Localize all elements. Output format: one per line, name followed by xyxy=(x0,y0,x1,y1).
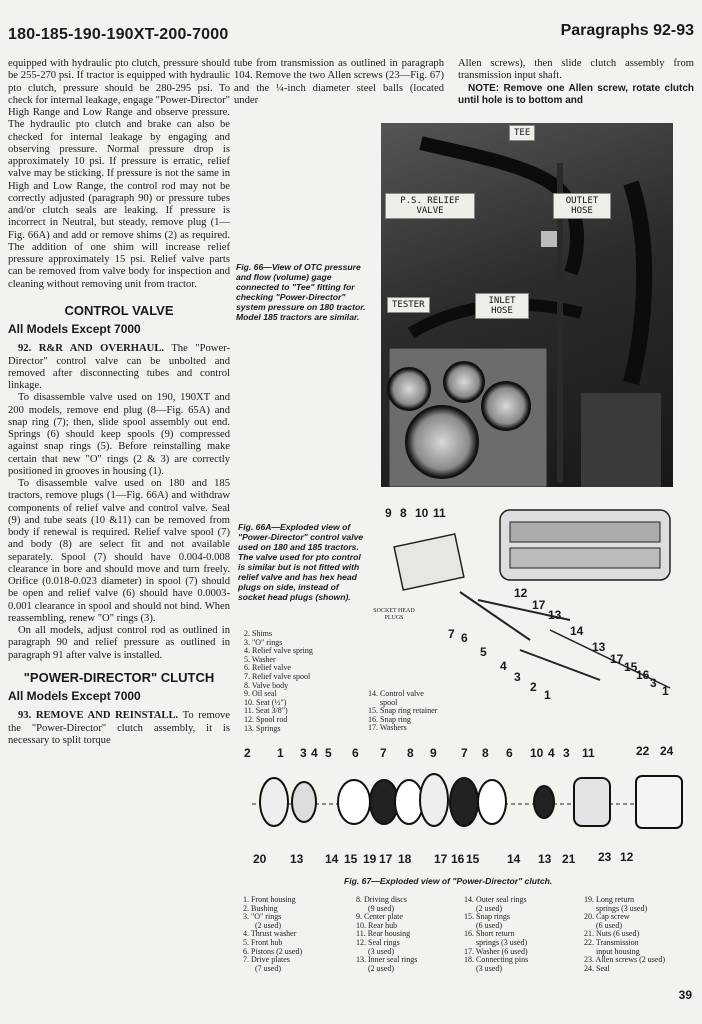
fig67-callout: 10 xyxy=(530,746,544,760)
legend-item: 17. Washers xyxy=(368,723,407,733)
fig67-parts-col4 xyxy=(584,896,696,973)
legend-item: 16. Snap ring xyxy=(368,714,411,724)
parts-item: 17. Washer (6 used) xyxy=(464,946,528,956)
fig66a-callout: 16 xyxy=(636,668,650,682)
paragraph-93-continued-2: Allen screws), then slide clutch assembly from transmission input shaft. xyxy=(458,58,694,82)
fig66a-callout: 2 xyxy=(530,680,537,694)
paragraph-93-continued: tube from transmission as outlined in paragraph 104. Remove the two Allen screws (23—Fig. 67) and the ¼-inch diameter steel balls (located under xyxy=(234,58,444,106)
fig66a-legend-left xyxy=(244,630,354,733)
fig66a-callout: 8 xyxy=(400,506,407,520)
paragraph-93-lead: 93. REMOVE AND REINSTALL. xyxy=(18,710,179,722)
section-heading-control-valve: CONTROL VALVE xyxy=(64,302,174,318)
legend-item: 5. Washer xyxy=(244,654,276,664)
fig67-callout: 1 xyxy=(277,746,284,760)
label-inlet-hose: INLET HOSE xyxy=(475,293,529,319)
fig67-callout: 16 xyxy=(451,852,465,866)
fig67-callout: 14 xyxy=(507,852,521,866)
fig67-callout: 4 xyxy=(548,746,555,760)
parts-item: 11. Rear housing xyxy=(356,929,411,939)
parts-item: 23. Allen screws (2 used) xyxy=(584,955,666,965)
parts-item: 19. Long return xyxy=(584,895,634,904)
parts-item: 9. Center plate xyxy=(356,912,403,922)
subheading-all-models-2: All Models Except 7000 xyxy=(8,689,141,703)
parts-item: (2 used) xyxy=(255,920,281,930)
fig67-callout: 9 xyxy=(430,746,437,760)
parts-item: 5. Front hub xyxy=(243,937,283,947)
parts-item: 7. Drive plates xyxy=(243,955,290,965)
fig67-parts-col2 xyxy=(356,896,456,973)
gauge-small-2 xyxy=(443,361,485,403)
parts-item: 10. Rear hub xyxy=(356,920,398,930)
fig67-callout: 22 xyxy=(636,744,650,758)
parts-item: springs (3 used) xyxy=(596,903,648,913)
parts-item: 2. Bushing xyxy=(243,903,278,913)
legend-item: 12. Spool rod xyxy=(244,714,288,724)
fig67-callout: 21 xyxy=(562,852,576,866)
fig66a-callout: 6 xyxy=(461,631,468,645)
subheading-all-models: All Models Except 7000 xyxy=(8,322,141,336)
socket-head-plugs-label: SOCKET HEAD PLUGS xyxy=(373,608,415,621)
label-tee: TEE xyxy=(509,125,535,141)
parts-item: 12. Seal rings xyxy=(356,937,400,947)
section-heading-clutch: "POWER-DIRECTOR" CLUTCH xyxy=(23,669,215,685)
fig67-callout: 18 xyxy=(398,852,412,866)
parts-item: 8. Driving discs xyxy=(356,895,407,904)
paragraph-92-text: The "Power-Director" control valve can be unbolted and removed after disconnecting tubes and control linkage. xyxy=(8,343,230,391)
fig67-callout: 20 xyxy=(253,852,267,866)
fig66a-callout: 5 xyxy=(480,645,487,659)
parts-item: (3 used) xyxy=(476,963,502,973)
fig66a-callout: 15 xyxy=(624,660,638,674)
parts-item: (2 used) xyxy=(368,963,394,973)
fig66a-callout: 13 xyxy=(592,640,606,654)
fig66a-callout: 10 xyxy=(415,506,429,520)
fig67-callout: 17 xyxy=(434,852,448,866)
legend-item: 8. Valve body xyxy=(244,680,289,690)
fig67-callout: 13 xyxy=(290,852,304,866)
legend-item: 3. "O" rings xyxy=(244,637,283,647)
parts-item: 15. Snap rings xyxy=(464,912,510,922)
parts-item: (3 used) xyxy=(368,946,394,956)
parts-item: 21. Nuts (6 used) xyxy=(584,929,640,939)
parts-item: 22. Transmission xyxy=(584,937,639,947)
fig67-callout: 5 xyxy=(325,746,332,760)
legend-item: spool xyxy=(380,697,398,707)
paragraph-92 xyxy=(8,343,230,392)
gauge-small-1 xyxy=(387,367,431,411)
parts-item: 4. Thrust washer xyxy=(243,929,297,939)
parts-item: (7 used) xyxy=(255,963,281,973)
fig66a-legend-right xyxy=(368,690,478,733)
fig67-callout: 23 xyxy=(598,850,612,864)
fig67-caption: Fig. 67—Exploded view of "Power-Director" clutch. xyxy=(344,876,553,886)
fig67-callout: 6 xyxy=(352,746,359,760)
fig67-callout: 7 xyxy=(461,746,468,760)
gauge-small-3 xyxy=(481,381,531,431)
fig67-callout: 15 xyxy=(344,852,358,866)
legend-item: 13. Springs xyxy=(244,723,281,733)
fig67-parts-col1 xyxy=(243,896,343,973)
fig67-callout: 6 xyxy=(506,746,513,760)
fig66a-callout: 9 xyxy=(385,506,392,520)
legend-item: 14. Control valve xyxy=(368,689,424,698)
fig66a-callout: 12 xyxy=(514,586,528,600)
label-ps-relief-valve: P.S. RELIEF VALVE xyxy=(385,193,475,219)
label-outlet-hose: OUTLET HOSE xyxy=(553,193,611,219)
label-tester: TESTER xyxy=(387,297,430,313)
parts-item: input housing xyxy=(596,946,640,956)
legend-item: 2. Shims xyxy=(244,629,273,638)
parts-item: 13. Inner seal rings xyxy=(356,955,418,965)
parts-item: (6 used) xyxy=(476,920,502,930)
column-1 xyxy=(8,58,230,747)
parts-item: 6. Pistons (2 used) xyxy=(243,946,303,956)
fig66a-callout: 17 xyxy=(610,652,624,666)
fig66a-callout: 3 xyxy=(514,670,521,684)
paragraph-92-adjust: On all models, adjust control rod as outlined in paragraph 90 and relief pressure as outlined in paragraph 91 after valve is installed. xyxy=(8,625,230,661)
legend-item: 11. Seat 3/8") xyxy=(244,706,288,716)
gauge-main xyxy=(405,405,479,479)
fig67-callout: 11 xyxy=(582,746,595,760)
page-number: 39 xyxy=(678,988,692,1002)
fig67-callout: 3 xyxy=(563,746,570,760)
fig66a-callout: 11 xyxy=(433,506,446,520)
fig66-caption: Fig. 66—View of OTC pressure and flow (volume) gage connected to "Tee" fitting for checking "Power-Director" system pressure on 180 tractor. Model 185 tractors are similar. xyxy=(236,262,366,322)
parts-item: 16. Short return xyxy=(464,929,515,939)
paragraph-91-continued: equipped with hydraulic pto clutch, pressure should be 255-270 psi. If tractor is equipped with hydraulic pto clutch, pressure should be 280-295 psi. To check for internal leakage, engage "Power-Director" High Range and Low Range and observe pressure. The hydraulic pto clutch and brake can also be checked for internal leakage by engaging and observing pressure. Normal pressure drop is approximately 10 psi. If pressure is erratic, relief valve may be sticking. If pressure is not the same in High and Low Range, the control rod may not be correctly adjusted (paragraph 90) or pressure tubes and/or clutch seals are leaking. If pressure is incorrect in Neutral, but steady, remove plug (1—Fig. 66A) and add or remove shims (2) as required. The addition of one shim will increase relief pressure approximately 15 psi. Relief valve parts can be removed from valve body for inspection and cleaning without removing unit from tractor. xyxy=(8,58,230,290)
fig66a-caption: Fig. 66A—Exploded view of "Power-Director" control valve used on 180 and 185 tractors. The valve used for pto control is similar but is not fitted with relief valve and has hex head plugs on side, instead of socket head plugs (shown). xyxy=(238,522,364,602)
parts-item: (2 used) xyxy=(476,903,502,913)
fig67-callout: 14 xyxy=(325,852,339,866)
parts-item: 14. Outer seal rings xyxy=(464,895,527,904)
parts-item: (9 used) xyxy=(368,903,394,913)
paragraph-92-lead: 92. R&R AND OVERHAUL. xyxy=(18,343,165,355)
fig67-callout: 4 xyxy=(311,746,318,760)
legend-item: 6. Relief valve xyxy=(244,663,291,673)
legend-item: 9. Oil seal xyxy=(244,689,277,699)
fig66-photo xyxy=(381,123,673,487)
paragraph-93 xyxy=(8,710,230,747)
running-head-paragraphs: Paragraphs 92-93 xyxy=(560,22,694,39)
parts-item: 20. Cap screw xyxy=(584,912,630,922)
parts-item: 3. "O" rings xyxy=(243,912,282,922)
fig67-callout: 7 xyxy=(380,746,387,760)
fig66a-callout: 1 xyxy=(662,684,669,698)
legend-item: 15. Snap ring retainer xyxy=(368,706,438,716)
fig66a-callout: 7 xyxy=(448,627,455,641)
column-2 xyxy=(234,58,444,107)
paragraph-93-text: To remove the "Power-Director" clutch assembly, it is necessary to split torque xyxy=(8,710,230,746)
fig67-callout: 8 xyxy=(407,746,414,760)
fig66a-callout: 3 xyxy=(650,676,657,690)
fig67-callout: 13 xyxy=(538,852,552,866)
fig67-callout: 24 xyxy=(660,744,674,758)
paragraph-92-disassemble-180: To disassemble valve used on 180 and 185 tractors, remove plugs (1—Fig. 66A) and withdraw components of relief valve and control valve. Seal (9) and tube seats (10 &11) can be removed from body if renewal is required. Relief valve spool (7) and body (8) are select fit and not available separately. Spool (7) should have 0.004-0.008 clearance in bore and should move and turn freely. Orifice (0.018-0.023 diameter) in spool (7) should be open and relief valve (6) should have 0.0003-0.001 clearance in spool and should not bind. When reassembling, renew "O" rings (3). xyxy=(8,478,230,624)
legend-item: 7. Relief valve spool xyxy=(244,671,311,681)
fig66a-callout: 13 xyxy=(548,608,562,622)
fig67-callout: 19 xyxy=(363,852,377,866)
fig67-parts-col3 xyxy=(464,896,574,973)
parts-item: 1. Front housing xyxy=(243,895,296,904)
legend-item: 4. Relief valve spring xyxy=(244,646,313,656)
legend-item: 10. Seat (½") xyxy=(244,697,287,707)
fig67-callout: 2 xyxy=(244,746,251,760)
column-3 xyxy=(458,58,694,107)
parts-item: 24. Seal xyxy=(584,963,610,973)
fig67-callout: 12 xyxy=(620,850,634,864)
fig67-callout: 17 xyxy=(379,852,393,866)
parts-item: (6 used) xyxy=(596,920,622,930)
parts-item: 18. Connecting pins xyxy=(464,955,529,965)
fig66a-callout: 1 xyxy=(544,688,551,702)
fig66a-callout: 4 xyxy=(500,659,507,673)
note-allen-screw: NOTE: Remove one Allen screw, rotate clutch until hole is to bottom and xyxy=(458,82,694,106)
fig67-callout: 8 xyxy=(482,746,489,760)
running-head-models: 180-185-190-190XT-200-7000 xyxy=(8,26,229,43)
parts-item: springs (3 used) xyxy=(476,937,528,947)
fig66a-callout: 17 xyxy=(532,598,546,612)
fig66a-callout: 14 xyxy=(570,624,584,638)
paragraph-92-disassemble-190: To disassemble valve used on 190, 190XT and 200 models, remove end plug (8—Fig. 65A) and snap ring (7); then, slide spool assembly out end. Springs (6) should keep spools (9) compressed against snap rings (5). Before reinstalling make certain that new "O" rings (2 & 3) are correctly positioned in grooves in housing (1). xyxy=(8,392,230,477)
fig67-callout: 15 xyxy=(466,852,480,866)
fig67-callout: 3 xyxy=(300,746,307,760)
